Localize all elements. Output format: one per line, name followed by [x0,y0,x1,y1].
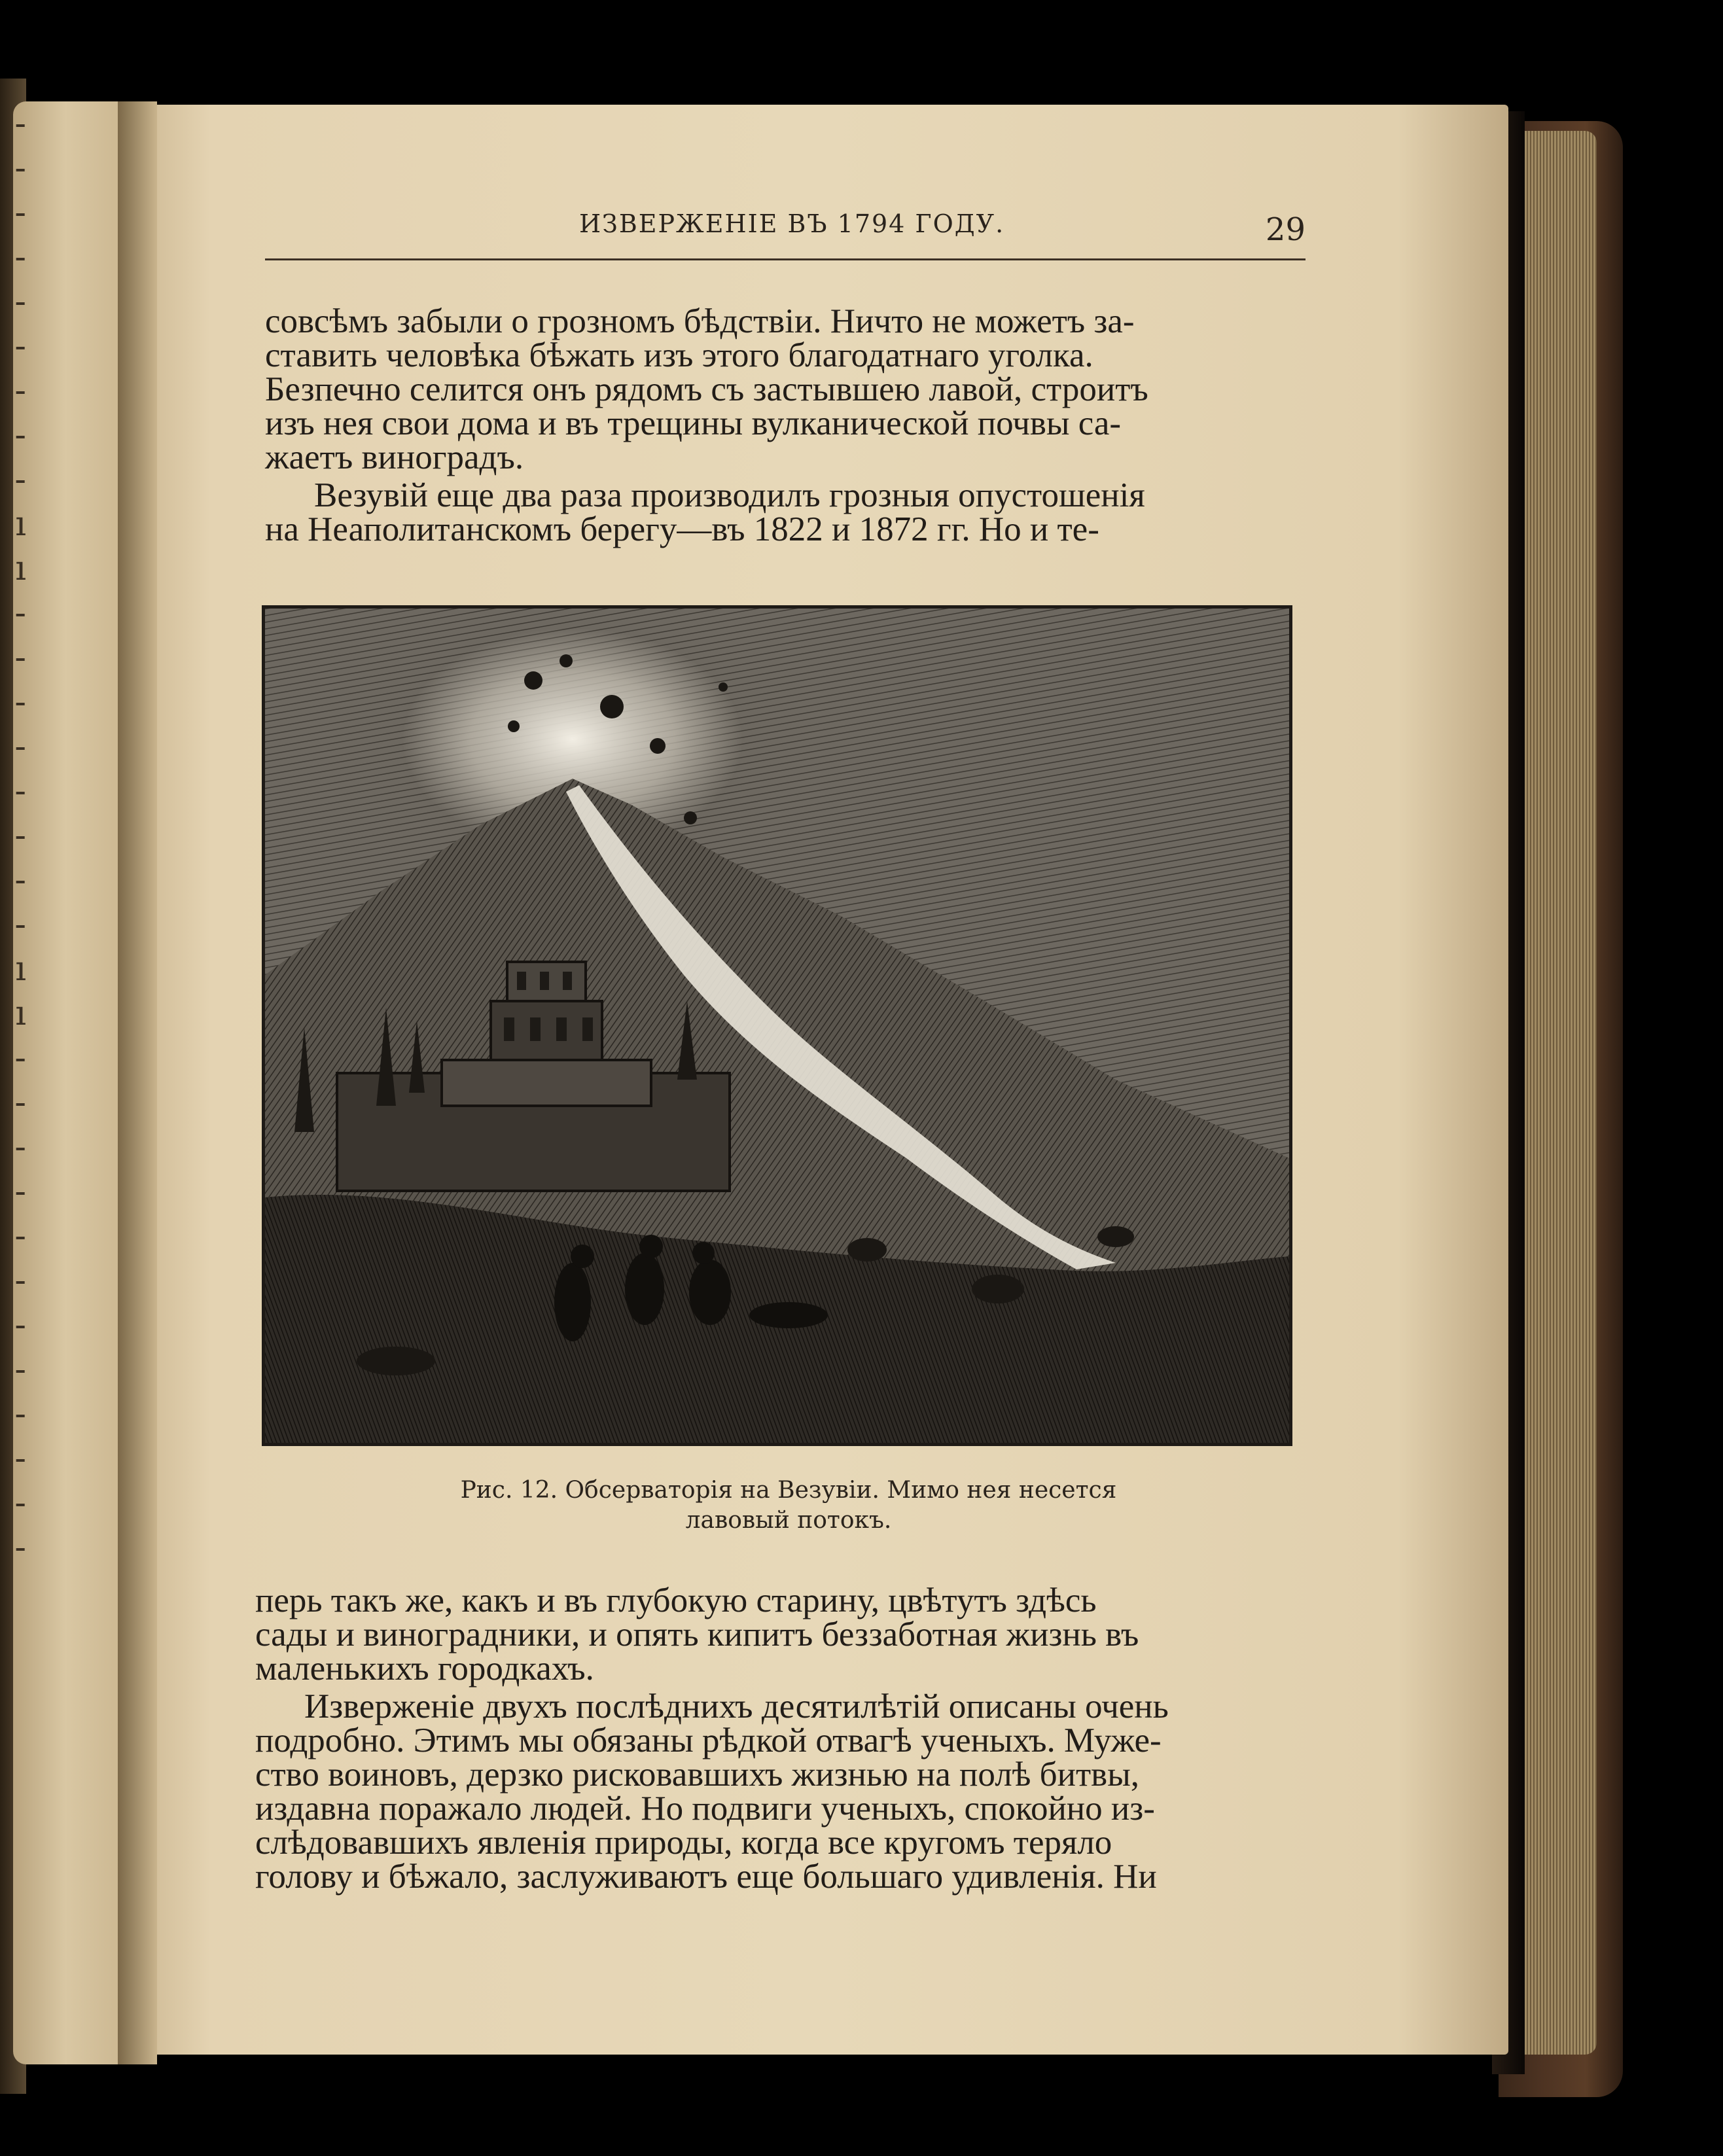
left-margin-fragment: ı [15,994,26,1033]
left-margin-fragment: - [14,327,26,366]
left-margin-fragment: - [14,1083,26,1122]
text-line: перь такъ же, какъ и въ глубокую старину, цвѣтутъ здѣсь [255,1582,1097,1619]
figure-caption [268,1476,1309,1536]
text-line: жаетъ виноградъ. [265,438,524,476]
text-line: издавна поражало людей. Но подвиги ученыхъ, спокойно из- [255,1790,1155,1828]
left-margin-fragment: - [14,1261,26,1300]
text-line: сады и виноградники, и опять кипитъ беззаботная жизнь въ [255,1616,1139,1653]
left-margin-fragment: - [14,1528,26,1567]
running-head: ИЗВЕРЖЕНІЕ ВЪ 1794 ГОДУ. [579,209,1005,238]
left-margin-fragment: - [14,1439,26,1478]
left-margin-fragment: - [14,1216,26,1256]
left-page-text-fragments [0,101,26,2064]
left-margin-fragment: - [14,593,26,633]
page-header [265,200,1306,260]
left-margin-fragment: - [14,149,26,188]
left-margin-fragment: - [14,727,26,766]
left-margin-fragment: ı [15,504,26,544]
text-line: голову и бѣжало, заслуживаютъ еще большаго удивленія. Ни [255,1858,1157,1896]
left-margin-fragment: ı [15,549,26,588]
text-line: изъ нея свои дома и въ трещины вулканической почвы са- [265,404,1122,442]
page-block-edge [1525,131,1597,2055]
engraving-illustration [265,609,1289,1443]
left-margin-fragment: - [14,771,26,811]
text-line: на Неаполитанскомъ берегу—въ 1822 и 1872 гг. Но и те- [265,510,1099,548]
text-line: ство воиновъ, дерзко рисковавшихъ жизнью на полѣ битвы, [255,1756,1140,1794]
text-line: Везувій еще два раза производилъ грозныя опустошенія [314,476,1145,514]
body-text-top [265,304,1306,546]
left-margin-fragment: - [14,1350,26,1389]
text-line: маленькихъ городкахъ. [255,1650,594,1688]
left-margin-fragment: - [14,1394,26,1434]
left-margin-fragment: - [14,415,26,455]
left-margin-fragment: - [14,1038,26,1078]
left-margin-fragment: - [14,104,26,143]
page-number: 29 [1265,211,1306,248]
book-gutter [118,101,157,2064]
left-margin-fragment: ı [15,949,26,989]
left-margin-fragment: - [14,816,26,855]
left-margin-fragment: - [14,1305,26,1345]
text-line: Изверженіе двухъ послѣднихъ десятилѣтій описаны очень [304,1688,1169,1725]
engraving-vesuvius-observatory [262,605,1292,1446]
left-margin-fragment: - [14,905,26,944]
caption-line: Рис. 12. Обсерваторія на Везувіи. Мимо нея несется [460,1477,1117,1504]
left-margin-fragment: - [14,1127,26,1167]
left-margin-fragment: - [14,638,26,677]
left-margin-fragment: - [14,460,26,499]
text-line: подробно. Этимъ мы обязаны рѣдкой отвагѣ ученыхъ. Муже- [255,1722,1162,1759]
left-margin-fragment: - [14,238,26,277]
text-line: Безпечно селится онъ рядомъ съ застывшею лавой, строитъ [265,370,1148,408]
left-margin-fragment: - [14,282,26,321]
body-text-bottom [255,1583,1302,1894]
text-line: совсѣмъ забыли о грозномъ бѣдствіи. Ничто не можетъ за- [265,302,1135,340]
left-margin-fragment: - [14,193,26,232]
left-margin-fragment: - [14,860,26,900]
left-margin-fragment: - [14,371,26,410]
caption-line: лавовый потокъ. [685,1507,892,1534]
left-margin-fragment: - [14,682,26,722]
left-margin-fragment: - [14,1172,26,1211]
text-line: ставить человѣка бѣжать изъ этого благодатнаго уголка. [265,336,1093,374]
text-line: слѣдовавшихъ явленія природы, когда все кругомъ теряло [255,1824,1112,1862]
left-margin-fragment: - [14,1483,26,1523]
